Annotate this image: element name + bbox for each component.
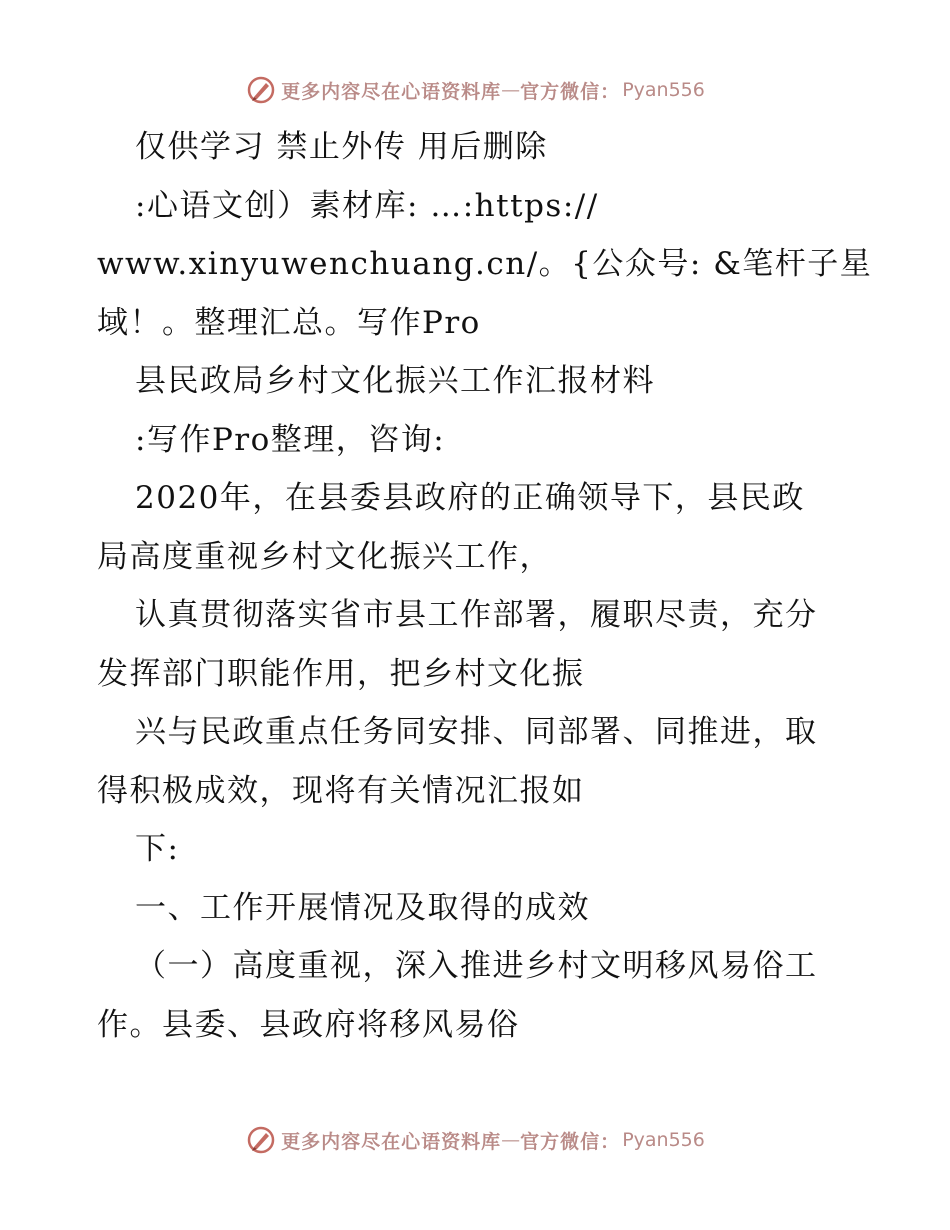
text-line: 下: <box>135 831 180 867</box>
banner-dash: — <box>501 79 521 101</box>
banner-main-text: 更多内容尽在心语资料库 <box>281 80 502 103</box>
text-line: 2020年，在县委县政府的正确领导下，县民政 <box>135 480 805 516</box>
text-line: 域！。整理汇总。写作Pro <box>97 304 481 341</box>
text-line: 得积极成效，现将有关情况汇报如 <box>97 772 585 809</box>
document-title: 县民政局乡村文化振兴工作汇报材料 <box>135 363 655 399</box>
section-heading: 一、工作开展情况及取得的成效 <box>135 889 590 926</box>
text-line: 仅供学习 禁止外传 用后删除 <box>135 129 548 165</box>
banner-wechat-id: Pyan556 <box>622 1129 705 1151</box>
text-line: 兴与民政重点任务同安排、同部署、同推进，取 <box>135 714 818 750</box>
banner-official-label: 官方微信： <box>520 1130 621 1153</box>
text-line: :心语文创）素材库: …:https:// <box>135 187 599 224</box>
pen-logo-icon <box>245 1124 277 1156</box>
pen-logo-icon <box>245 74 277 106</box>
banner-main-text: 更多内容尽在心语资料库 <box>281 1130 502 1153</box>
header-watermark-banner <box>0 70 950 110</box>
text-line: 认真贯彻落实省市县工作部署，履职尽责，充分 <box>135 597 818 633</box>
text-line: 局高度重视乡村文化振兴工作， <box>97 538 552 575</box>
text-line: www.xinyuwenchuang.cn/。{公众号: &笔杆子星 <box>97 246 873 282</box>
banner-official-label: 官方微信： <box>520 80 621 103</box>
text-line: :写作Pro整理，咨询: <box>135 421 446 458</box>
document-body <box>97 118 873 1054</box>
text-line: 发挥部门职能作用，把乡村文化振 <box>97 655 585 692</box>
subsection-heading: （一）高度重视，深入推进乡村文明移风易俗工 <box>135 948 818 984</box>
banner-wechat-id: Pyan556 <box>622 79 705 101</box>
footer-watermark-banner <box>0 1120 950 1160</box>
banner-dash: — <box>501 1129 521 1151</box>
text-line: 作。县委、县政府将移风易俗 <box>97 1006 520 1043</box>
